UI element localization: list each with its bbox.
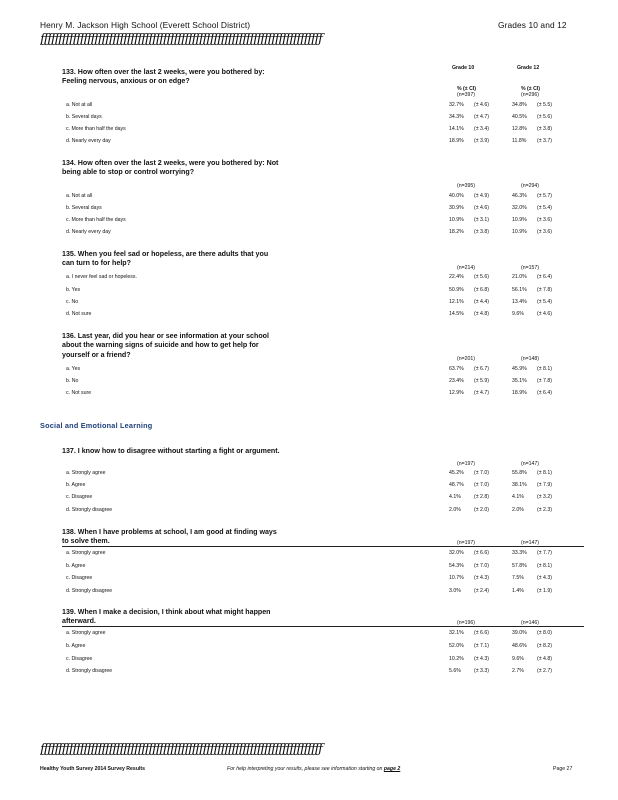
grade12-value: 12.8% — [512, 126, 527, 132]
divider — [62, 546, 584, 547]
grade12-value: 33.3% — [512, 550, 527, 556]
grade10-value: 2.0% — [449, 507, 461, 513]
footer-survey-title: Healthy Youth Survey 2014 Survey Results — [40, 766, 146, 772]
grade12-heading: Grade 12 — [517, 65, 540, 71]
header-rule: ƒƒƒƒƒƒƒƒƒƒƒƒƒƒƒƒƒƒƒƒƒƒƒƒƒƒƒƒƒƒƒƒƒƒƒƒƒƒƒƒƒƒƒƒƒƒƒƒƒƒƒƒƒƒƒƒƒƒƒƒƒƒƒƒƒƒƒƒƒƒƒƒƒƒƒƒƒƒ — [40, 32, 322, 47]
grade12-value: 35.1% — [512, 378, 527, 384]
footer-help-label: For help interpreting your results, please see information starting on — [227, 766, 383, 772]
grade12-ci: (± 4.6) — [537, 311, 552, 317]
grade12-ci: (± 8.1) — [537, 470, 552, 476]
grade10-ci: (± 7.0) — [474, 470, 489, 476]
grade10-value: 12.1% — [449, 299, 464, 305]
grade12-value: 18.9% — [512, 390, 527, 396]
grade10-value: 34.3% — [449, 114, 464, 120]
grade10-ci: (± 4.3) — [474, 656, 489, 662]
grade12-value: 9.6% — [512, 311, 524, 317]
question-title: 138. When I have problems at school, I am good at finding ways to solve them. — [62, 528, 277, 546]
grade10-value: 12.9% — [449, 390, 464, 396]
grade12-ci: (± 7.7) — [537, 550, 552, 556]
grade10-value: 10.9% — [449, 217, 464, 223]
grade12-value: 32.0% — [512, 205, 527, 211]
answer-label: d. Not sure — [66, 311, 92, 317]
grade10-value: 32.1% — [449, 630, 464, 636]
answer-label: b. Agree — [66, 563, 86, 569]
grade12-value: 7.5% — [512, 575, 524, 581]
grade12-value: 9.6% — [512, 656, 524, 662]
grade10-ci: (± 3.3) — [474, 668, 489, 674]
answer-label: c. More than half the days — [66, 126, 126, 132]
answer-label: b. Agree — [66, 482, 86, 488]
grade12-ci: (± 5.5) — [537, 102, 552, 108]
answer-label: d. Nearly every day — [66, 138, 111, 144]
answer-label: d. Strongly disagree — [66, 588, 113, 594]
grade10-ci: (± 2.4) — [474, 588, 489, 594]
n-grade12: (n=296) — [521, 92, 540, 98]
grade12-value: 38.1% — [512, 482, 527, 488]
grade10-ci: (± 3.1) — [474, 217, 489, 223]
grade10-value: 22.4% — [449, 274, 464, 280]
grade10-ci: (± 4.8) — [474, 311, 489, 317]
grade12-ci: (± 8.0) — [537, 630, 552, 636]
divider — [62, 626, 584, 627]
grade10-ci: (± 6.6) — [474, 630, 489, 636]
grade10-ci: (± 7.0) — [474, 482, 489, 488]
grade10-ci: (± 5.9) — [474, 378, 489, 384]
question-title: 134. How often over the last 2 weeks, were you bothered by: Not being able to stop or control worrying? — [62, 159, 279, 177]
n-grade10: (n=196) — [457, 620, 476, 626]
grade10-value: 45.2% — [449, 470, 464, 476]
answer-label: a. Strongly agree — [66, 550, 106, 556]
grade10-value: 32.0% — [449, 550, 464, 556]
n-grade10: (n=395) — [457, 183, 476, 189]
question-title: 133. How often over the last 2 weeks, were you bothered by: Feeling nervous, anxious or on edge? — [62, 68, 265, 86]
grade10-value: 48.7% — [449, 482, 464, 488]
n-grade12: (n=294) — [521, 183, 540, 189]
grade10-ci: (± 3.4) — [474, 126, 489, 132]
answer-label: b. Several days — [66, 205, 102, 211]
grade10-value: 50.9% — [449, 287, 464, 293]
grade12-value: 56.1% — [512, 287, 527, 293]
grade10-ci: (± 4.7) — [474, 390, 489, 396]
answer-label: a. Yes — [66, 366, 81, 372]
question-title: 139. When I make a decision, I think about what might happen afterward. — [62, 608, 271, 626]
grade10-ci: (± 6.8) — [474, 287, 489, 293]
grade10-ci: (± 5.6) — [474, 274, 489, 280]
grade10-value: 18.9% — [449, 138, 464, 144]
grade12-value: 10.9% — [512, 229, 527, 235]
grade12-ci: (± 6.4) — [537, 274, 552, 280]
grade10-value: 3.0% — [449, 588, 461, 594]
grade10-ci: (± 3.9) — [474, 138, 489, 144]
answer-label: c. Disagree — [66, 656, 93, 662]
answer-label: b. No — [66, 378, 79, 384]
grade10-ci: (± 6.7) — [474, 366, 489, 372]
grade12-ci: (± 7.9) — [537, 482, 552, 488]
grade12-ci: (± 5.4) — [537, 205, 552, 211]
grade12-value: 48.6% — [512, 643, 527, 649]
answer-label: a. Not at all — [66, 193, 93, 199]
grade12-ci: (± 7.8) — [537, 287, 552, 293]
grade10-ci: (± 2.0) — [474, 507, 489, 513]
grade12-ci: (± 8.1) — [537, 563, 552, 569]
grade12-value: 13.4% — [512, 299, 527, 305]
grade12-value: 21.0% — [512, 274, 527, 280]
grade10-ci: (± 4.6) — [474, 102, 489, 108]
grade10-ci: (± 7.0) — [474, 563, 489, 569]
n-grade12: (n=157) — [521, 265, 540, 271]
footer-rule: ƒƒƒƒƒƒƒƒƒƒƒƒƒƒƒƒƒƒƒƒƒƒƒƒƒƒƒƒƒƒƒƒƒƒƒƒƒƒƒƒƒƒƒƒƒƒƒƒƒƒƒƒƒƒƒƒƒƒƒƒƒƒƒƒƒƒƒƒƒƒƒƒƒƒƒƒƒƒ — [40, 742, 322, 757]
grade12-value: 11.8% — [512, 138, 527, 144]
footer-page-link[interactable]: page 2 — [383, 766, 401, 772]
grade10-value: 4.1% — [449, 494, 461, 500]
n-grade12: (n=148) — [521, 356, 540, 362]
grade10-ci: (± 4.9) — [474, 193, 489, 199]
grade12-value: 4.1% — [512, 494, 524, 500]
answer-label: a. I never feel sad or hopeless. — [66, 274, 137, 280]
grade12-value: 34.8% — [512, 102, 527, 108]
grade10-value: 40.0% — [449, 193, 464, 199]
grade10-ci: (± 4.7) — [474, 114, 489, 120]
grade12-ci: (± 3.7) — [537, 138, 552, 144]
n-grade10: (n=197) — [457, 540, 476, 546]
n-grade12: (n=147) — [521, 461, 540, 467]
question-title: 135. When you feel sad or hopeless, are there adults that you can turn to for help? — [62, 250, 269, 268]
grade12-value: 45.9% — [512, 366, 527, 372]
answer-label: c. No — [66, 299, 79, 305]
grade12-ci: (± 5.7) — [537, 193, 552, 199]
grade12-value: 2.0% — [512, 507, 524, 513]
grade10-value: 10.7% — [449, 575, 464, 581]
grade12-value: 2.7% — [512, 668, 524, 674]
grade10-value: 63.7% — [449, 366, 464, 372]
grade12-pct-heading: % (± CI) — [521, 86, 540, 92]
grade12-ci: (± 3.2) — [537, 494, 552, 500]
question-title: 136. Last year, did you hear or see information at your school about the warning signs of suicide and how to get help for yourself or a friend? — [62, 332, 269, 359]
footer-page-number: Page 27 — [553, 766, 573, 772]
grade12-ci: (± 2.7) — [537, 668, 552, 674]
answer-label: b. Agree — [66, 643, 86, 649]
n-grade10: (n=197) — [457, 461, 476, 467]
answer-label: a. Not at all — [66, 102, 93, 108]
grade10-value: 32.7% — [449, 102, 464, 108]
answer-label: d. Nearly every day — [66, 229, 111, 235]
header-grades: Grades 10 and 12 — [498, 20, 567, 30]
grade10-ci: (± 6.6) — [474, 550, 489, 556]
grade12-ci: (± 2.3) — [537, 507, 552, 513]
grade10-ci: (± 7.1) — [474, 643, 489, 649]
grade12-value: 10.9% — [512, 217, 527, 223]
grade12-ci: (± 4.8) — [537, 656, 552, 662]
answer-label: c. Disagree — [66, 575, 93, 581]
grade12-ci: (± 8.2) — [537, 643, 552, 649]
answer-label: d. Strongly disagree — [66, 668, 113, 674]
n-grade10: (n=201) — [457, 356, 476, 362]
grade12-value: 46.3% — [512, 193, 527, 199]
footer-help-text — [227, 766, 400, 772]
answer-label: c. More than half the days — [66, 217, 126, 223]
grade12-ci: (± 3.6) — [537, 217, 552, 223]
n-grade12: (n=146) — [521, 620, 540, 626]
grade12-value: 57.8% — [512, 563, 527, 569]
grade10-value: 54.3% — [449, 563, 464, 569]
grade10-value: 10.2% — [449, 656, 464, 662]
grade10-heading: Grade 10 — [452, 65, 475, 71]
grade12-ci: (± 6.4) — [537, 390, 552, 396]
answer-label: c. Not sure — [66, 390, 92, 396]
grade12-ci: (± 3.6) — [537, 229, 552, 235]
grade10-value: 5.6% — [449, 668, 461, 674]
grade12-ci: (± 5.6) — [537, 114, 552, 120]
n-grade10: (n=397) — [457, 92, 476, 98]
grade10-ci: (± 3.8) — [474, 229, 489, 235]
grade12-value: 40.5% — [512, 114, 527, 120]
grade12-value: 55.8% — [512, 470, 527, 476]
grade10-value: 30.9% — [449, 205, 464, 211]
grade12-ci: (± 1.9) — [537, 588, 552, 594]
header-school: Henry M. Jackson High School (Everett School District) — [40, 20, 251, 30]
answer-label: a. Strongly agree — [66, 630, 106, 636]
grade10-ci: (± 4.6) — [474, 205, 489, 211]
answer-label: b. Yes — [66, 287, 81, 293]
section-heading: Social and Emotional Learning — [40, 421, 153, 430]
grade12-ci: (± 3.8) — [537, 126, 552, 132]
answer-label: b. Several days — [66, 114, 102, 120]
grade10-ci: (± 4.3) — [474, 575, 489, 581]
grade12-ci: (± 7.8) — [537, 378, 552, 384]
grade10-ci: (± 4.4) — [474, 299, 489, 305]
question-title: 137. I know how to disagree without starting a fight or argument. — [62, 447, 280, 455]
grade10-value: 52.0% — [449, 643, 464, 649]
answer-label: a. Strongly agree — [66, 470, 106, 476]
grade12-ci: (± 4.3) — [537, 575, 552, 581]
grade10-value: 14.5% — [449, 311, 464, 317]
grade10-ci: (± 2.8) — [474, 494, 489, 500]
grade12-value: 39.0% — [512, 630, 527, 636]
grade10-value: 18.2% — [449, 229, 464, 235]
grade12-ci: (± 8.1) — [537, 366, 552, 372]
answer-label: d. Strongly disagree — [66, 507, 113, 513]
grade12-value: 1.4% — [512, 588, 524, 594]
n-grade12: (n=147) — [521, 540, 540, 546]
grade10-pct-heading: % (± CI) — [457, 86, 476, 92]
grade12-ci: (± 5.4) — [537, 299, 552, 305]
grade10-value: 23.4% — [449, 378, 464, 384]
grade10-value: 14.1% — [449, 126, 464, 132]
n-grade10: (n=214) — [457, 265, 476, 271]
answer-label: c. Disagree — [66, 494, 93, 500]
